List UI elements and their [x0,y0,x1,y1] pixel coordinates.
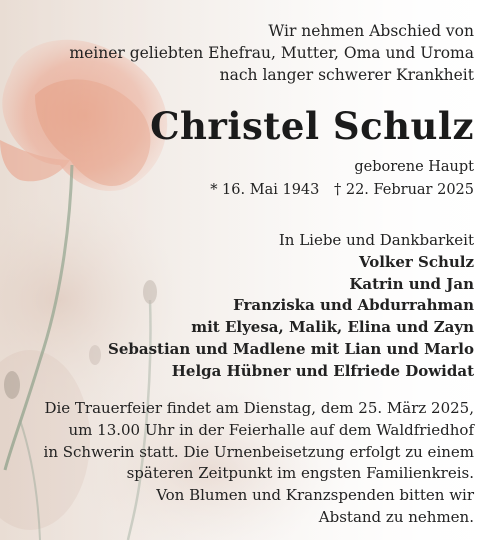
funeral-line: in Schwerin statt. Die Urnenbeisetzung erfolgt zu einem [43,442,474,461]
deceased-name: Christel Schulz [150,104,474,148]
death-date: † 22. Februar 2025 [333,182,474,198]
intro-text [34,20,474,86]
funeral-details [14,398,474,529]
intro-line: meiner geliebten Ehefrau, Mutter, Oma und Uroma [69,44,474,62]
funeral-line: Von Blumen und Kranzspenden bitten wir [156,486,474,505]
mourner-name: Franziska und Abdurrahman [233,296,474,315]
funeral-line: späteren Zeitpunkt im engsten Familienkreis. [126,464,474,483]
mourners-lead: In Liebe und Dankbarkeit [278,231,474,249]
mourner-name: Katrin und Jan [349,274,474,293]
funeral-line: um 13.00 Uhr in der Feierhalle auf dem Waldfriedhof [68,420,474,439]
life-dates [210,182,474,198]
mourner-name: Volker Schulz [358,252,474,271]
mourners-list [34,230,474,383]
intro-line: Wir nehmen Abschied von [268,22,474,40]
funeral-line: Abstand zu nehmen. [318,507,474,526]
funeral-line: Die Trauerfeier findet am Dienstag, dem 25. März 2025, [44,399,474,417]
birth-name: geborene Haupt [354,159,474,175]
mourner-name: Sebastian und Madlene mit Lian und Marlo [107,339,474,358]
birth-date: * 16. Mai 1943 [210,182,320,198]
intro-line: nach langer schwerer Krankheit [219,66,474,84]
mourner-name: Helga Hübner und Elfriede Dowidat [171,361,474,380]
mourner-name: mit Elyesa, Malik, Elina und Zayn [191,318,474,337]
